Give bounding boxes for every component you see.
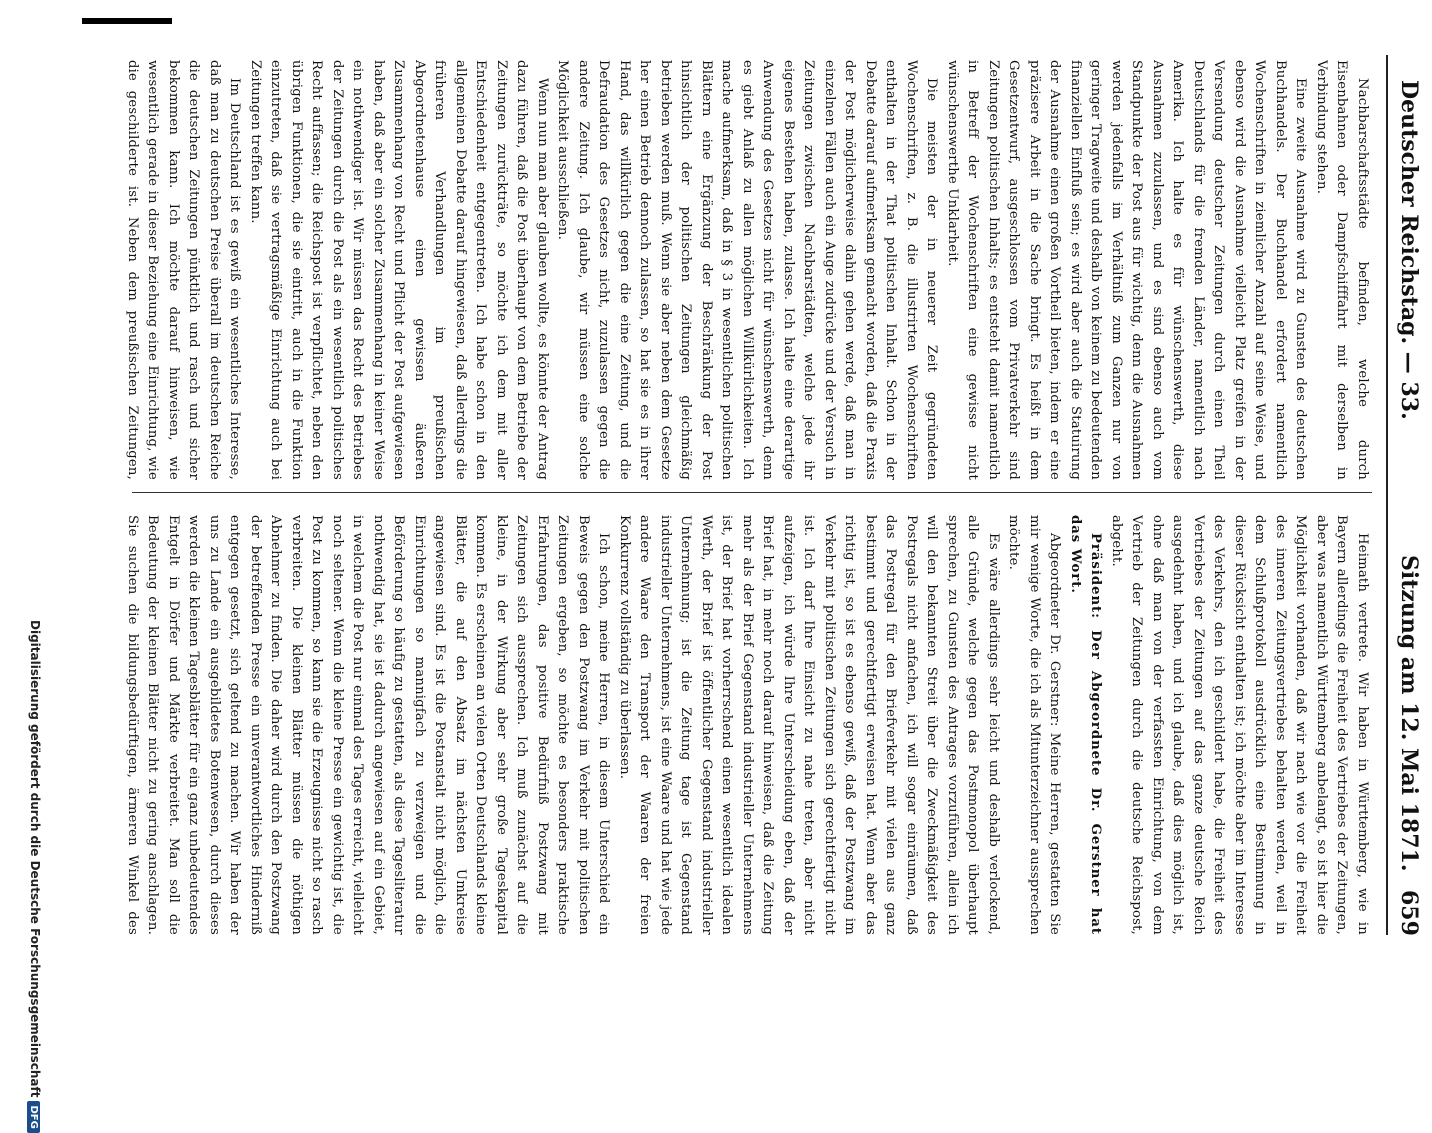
paragraph: Es wäre allerdings sehr leicht und deshalb verlockend, alle Gründe, welche gegen das Postmonopol überhaupt sprechen, zu Gunsten des Antrages vorzuführen, allein ich will den bekannten Streit über die Zweckmäßigkeit des Postregals nicht anfachen, ich will sogar einräumen, daß das Postregal für den Briefverkehr mit vielen aus ganz bestimmt und gerechtfertigt erweisen hat. Wenn aber das richtig ist, so ist es ebenso gewiß, daß der Postzwang im Verkehr mit politischen Zeitungen sich gerechtfertigt nicht ist. Ich darf Ihre Einsicht zu nahe treten, aber nicht aufzeigen, ich würde Ihre Unterscheidung eben, daß der Brief hat, in mehr noch darauf hinweisen, daß die Zeitung mehr als der Brief Gegenstand industrieller Unternehmens ist, der Brief hat vorherrschend einen wesentlich idealen Werth, der Brief ist öffentlicher Gegenstand industrieller Unternehmung; ist die Zeitung tage ist Gegenstand industrieller Unternehmens, ist eine Waare und hat wie jede andere Waare den Transport der Waaren der freien Konkurrenz vollständig zu überlassen. <box>617 515 1001 935</box>
text-column-right <box>122 515 1372 935</box>
paragraph: Abgeordneter Dr. Gerstner: Meine Herren, gestatten Sie mir wenige Worte, die ich als Mitunterzeichner aussprechen möchte. <box>1006 515 1063 935</box>
paragraph: Ich schon, meine Herren, in diesem Unterschied ein Beweis gegen den Postzwang im Verkehr mit politischen Zeitungen ergeben, so möchte es besonders praktische Erfahrungen, das positive Bedürfniß Postzwang mit Zeitungen sich aussprechen. Ich muß zunächst auf die kleine, in der Wirkung aber sehr große Tageskapital kommen. Es erscheinen an vielen Orten Deutschlands kleine Blätter, die auf den Absatz im nächsten Umkreise angewiesen sind. Es ist die Postanstalt nicht möglich, die Einrichtungen so mannigfach zu verzweigen und die Beförderung so häufig zu gestatten, als diese Tagesliteratur nothwendig hat, sie ist dadurch angewiesen auf ein Gebiet, in welchem die Post nur einmal des Tages erreicht, vielleicht noch seltener. Wenn die kleine Presse ein gewichtig ist, die Post zu kommen, so kann sie die Erzeugnisse nicht so rasch verbreiten. Die kleinen Blätter müssen die nöthigen Abnehmer zu finden. Die daher wird durch den Postzwang der betreffenden Presse ein unverantwortliches Hinderniß entgegen gesetzt, sich geltend zu machen. Wir haben der uns zu Lande ein ausgebildetes Botenwesen, durch dieses werden die kleinen Tagesblätter für ein ganz unbedeutendes Entgelt in Dörfer und Märkte verbreitet. Man soll die Bedeutung der kleinen Blätter nicht zu gering anschlagen. Sie suchen die bildungsbedürftigen, ärmeren Winkel des <box>125 515 612 935</box>
paragraph: Nachbarschaftsstädte befinden, welche durch Eisenbahnen oder Dampfschifffahrt mit derselben in Verbindung stehen. <box>1314 60 1370 480</box>
text-column-left <box>122 60 1372 480</box>
page-number: 659 <box>1396 890 1422 936</box>
paragraph: Wenn nun man aber glauben wollte, es könnte der Antrag dazu führen, daß die Post überhaupt von dem Betriebe der Zeitungen zurückträte, so möchte ich dem mit aller Entschiedenheit entgegentreten. Ich habe schon in den allgemeinen Debatte darauf hingewiesen, daß allerdings die früheren Verhandlungen im preußischen Abgeordnetenhause einen gewissen äußeren Zusammenhang von Recht und Pflicht der Post aufgewiesen haben, daß aber ein solcher Zusammenhang in keiner Weise ein nothwendiger ist. Wir müssen das Recht des Betriebes der Zeitungen durch die Post als ein wesentlich politisches Recht auffassen; die Reichspost ist verpflichtet, neben den übrigen Funktionen, die sie eintritt, auch in die Funktion einzutreten, daß sie vertragsmäßige Einrichtung auch bei Zeitungen treffen kann. <box>248 60 550 480</box>
margin-ink-mark <box>82 18 172 24</box>
paragraph: Eine zweite Ausnahme wird zu Gunsten des deutschen Buchhandels. Der Buchhandel erfordert namentlich Wochenschriften in ziemlicher Anzahl auf seine Weise, und ebenso wird die Ausnahme vielleicht Platz greifen in der Versendung deutscher Zeitungen durch einen Theil Deutschlands für die fremden Länder, namentlich nach Amerika. Ich halte es für wünschenswerth, diese Ausnahmen zuzulassen, und es sind ebenso auch vom Standpunkte der Post aus für wichtig, denn die Ausnahmen werden jedenfalls im Verhältniß zum Ganzen nur von geringer Tragweite und deshalb von keinem zu bedeutenden finanziellen Einfluß sein; es wird aber auch die Statuirung der Ausnahme einen großen Vortheil bieten, indem er eine präzisere Arbeit in die Sache bringt. Es heißt in dem Gesetzentwurf, ausgeschlossen vom Privatverkehr sind Zeitungen politischen Inhalts; es entsteht damit namentlich in Betreff der Wochenschriften eine gewisse nicht wünschenswerthe Unklarheit. <box>945 60 1309 480</box>
speaker-paragraph: Präsident: Der Abgeordnete Dr. Gerstner hat das Wort. <box>1068 515 1104 935</box>
paragraph: Im Deutschland ist es gewiß ein wesentliches Interesse, daß man zu deutschen Preise überall im deutschen Reiche die deutschen Zeitungen pünktlich und rasch und sicher bekommen kann. Ich möchte darauf hinweisen, wie wesentlich gerade in dieser Beziehung eine Einrichtung, wie die geschilderte ist. Neben dem preußischen Zeitungen, <box>125 60 243 480</box>
credit-text: Digitalisierung gefördert durch die Deutsche Forschungsgemeinschaft <box>28 620 42 1098</box>
paragraph: Heimath vertrete. Wir haben in Württemberg, wie in Bayern allerdings die Freiheit des Vertriebes der Zeitungen, aber was namentlich Württemberg anbelangt, so ist hier die Möglichkeit vorhanden, daß wir nach wie vor die Freiheit des inneren Zeitungsvertriebes behalten werden, weil in dem Schlußprotokoll ausdrücklich eine Bestimmung in dieser Rücksicht enthalten ist; ich möchte aber im Interesse des Verkehrs, den ich geschildert habe, die Freiheit des Vertriebes der Zeitungen auf das ganze deutsche Reich ausgedehnt haben, und ich glaube, daß dies möglich ist, ohne daß man von der verfassten Einrichtung, von dem Vertrieb der Zeitungen durch die deutsche Reichspost, abgeht. <box>1109 515 1370 935</box>
digitization-credit <box>27 620 42 1133</box>
header-rule <box>1386 55 1388 935</box>
dfg-logo-badge: DFG <box>27 1101 40 1132</box>
header-left-title: Deutscher Reichstag. — 33. <box>1396 80 1422 420</box>
column-divider <box>132 492 1372 493</box>
header-session-title: Sitzung am 12. Mai 1871. <box>1396 555 1422 872</box>
paragraph: Die meisten der in neuerer Zeit gegründeten Wochenschriften, z. B. die illustrirten Wochenschriften enthalten in der That politischen Inhalt. Schon in der Debatte darauf aufmerksam gemacht worden, daß die Praxis der Post möglicherweise dahin gehen werde, daß man in einzelnen Fällen auch ein Auge zudrücke und der Versuch in Zeitungen zwischen Nachbarstädten, welche jede ihr eigenes Bestehen haben, zulasse. Ich halte eine derartige Anwendung des Gesetzes nicht für wünschenswerth, denn es giebt Anlaß zu allen möglichen Willkürlichkeiten. Ich mache aufmerksam, daß in § 3 in wesentlichen politischen Blättern eine Ergänzung der Beschränkung der Post hinsichtlich der politischen Zeitungen gleichmäßig betrieben werden muß. Wenn sie aber neben dem Gesetze her einen Betrieb dennoch zulassen, so hat sie es in ihrer Hand, das willkürlich gegen die eine Zeitung, und die Defraudation des Gesetzes nicht, zuzulassen gegen die andere Zeitung. Ich glaube, wir müssen eine solche Möglichkeit ausschließen. <box>555 60 940 480</box>
